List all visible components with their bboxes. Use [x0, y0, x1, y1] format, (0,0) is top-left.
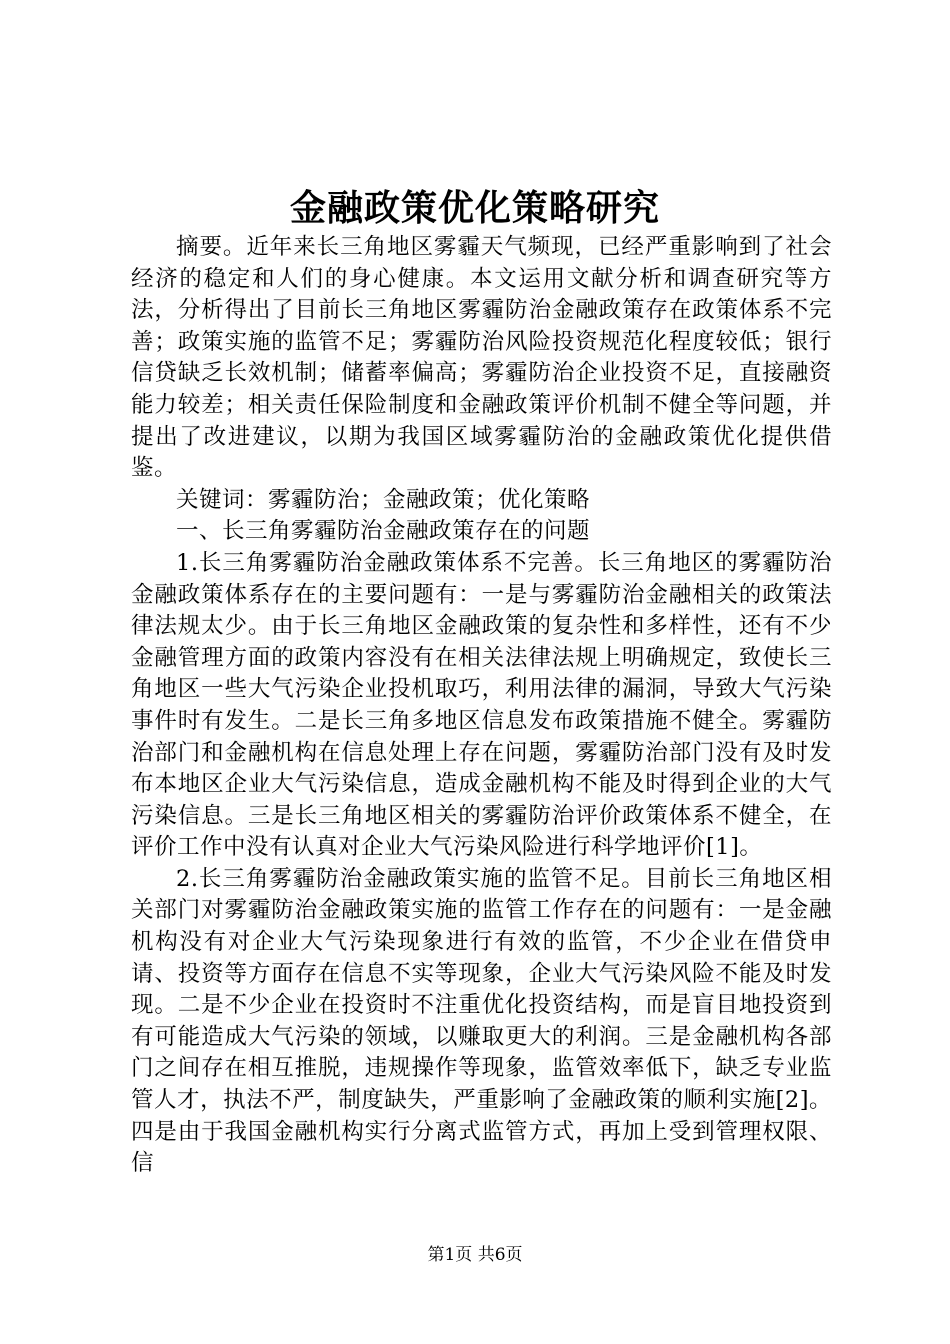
- section-heading: 一、长三角雾霾防治金融政策存在的问题: [176, 518, 591, 545]
- document-body: [131, 232, 832, 1180]
- page-footer: 第1页 共6页: [427, 1245, 523, 1265]
- body-paragraph: 1.长三角雾霾防治金融政策体系不完善。长三角地区的雾霾防治金融政策体系存在的主要问题有：一是与雾霾防治金融相关的政策法律法规太少。由于长三角地区金融政策的复杂性和多样性，还有不少金融管理方面的政策内容没有在相关法律法规上明确规定，致使长三角地区一些大气污染企业投机取巧，利用法律的漏洞，导致大气污染事件时有发生。二是长三角多地区信息发布政策措施不健全。雾霾防治部门和金融机构在信息处理上存在问题，雾霾防治部门没有及时发布本地区企业大气污染信息，造成金融机构不能及时得到企业的大气污染信息。三是长三角地区相关的雾霾防治评价政策体系不健全，在评价工作中没有认真对企业大气污染风险进行科学地评价[1]。: [131, 549, 832, 861]
- document-title: 金融政策优化策略研究: [289, 187, 660, 229]
- abstract-paragraph: 摘要。近年来长三角地区雾霾天气频现，已经严重影响到了社会经济的稳定和人们的身心健康。本文运用文献分析和调查研究等方法，分析得出了目前长三角地区雾霾防治金融政策存在政策体系不完善；政策实施的监管不足；雾霾防治风险投资规范化程度较低；银行信贷缺乏长效机制；储蓄率偏高；雾霾防治企业投资不足，直接融资能力较差；相关责任保险制度和金融政策评价机制不健全等问题，并提出了改进建议，以期为我国区域雾霾防治的金融政策优化提供借鉴。: [131, 234, 832, 482]
- keywords-paragraph: 关键词：雾霾防治；金融政策；优化策略: [176, 486, 591, 513]
- body-paragraph: 2.长三角雾霾防治金融政策实施的监管不足。目前长三角地区相关部门对雾霾防治金融政策实施的监管工作存在的问题有：一是金融机构没有对企业大气污染现象进行有效的监管，不少企业在借贷申请、投资等方面存在信息不实等现象，企业大气污染风险不能及时发现。二是不少企业在投资时不注重优化投资结构，而是盲目地投资到有可能造成大气污染的领域，以赚取更大的利润。三是金融机构各部门之间存在相互推脱，违规操作等现象，监管效率低下，缺乏专业监管人才，执法不严，制度缺失，严重影响了金融政策的顺利实施[2]。四是由于我国金融机构实行分离式监管方式，再加上受到管理权限、信: [131, 865, 832, 1177]
